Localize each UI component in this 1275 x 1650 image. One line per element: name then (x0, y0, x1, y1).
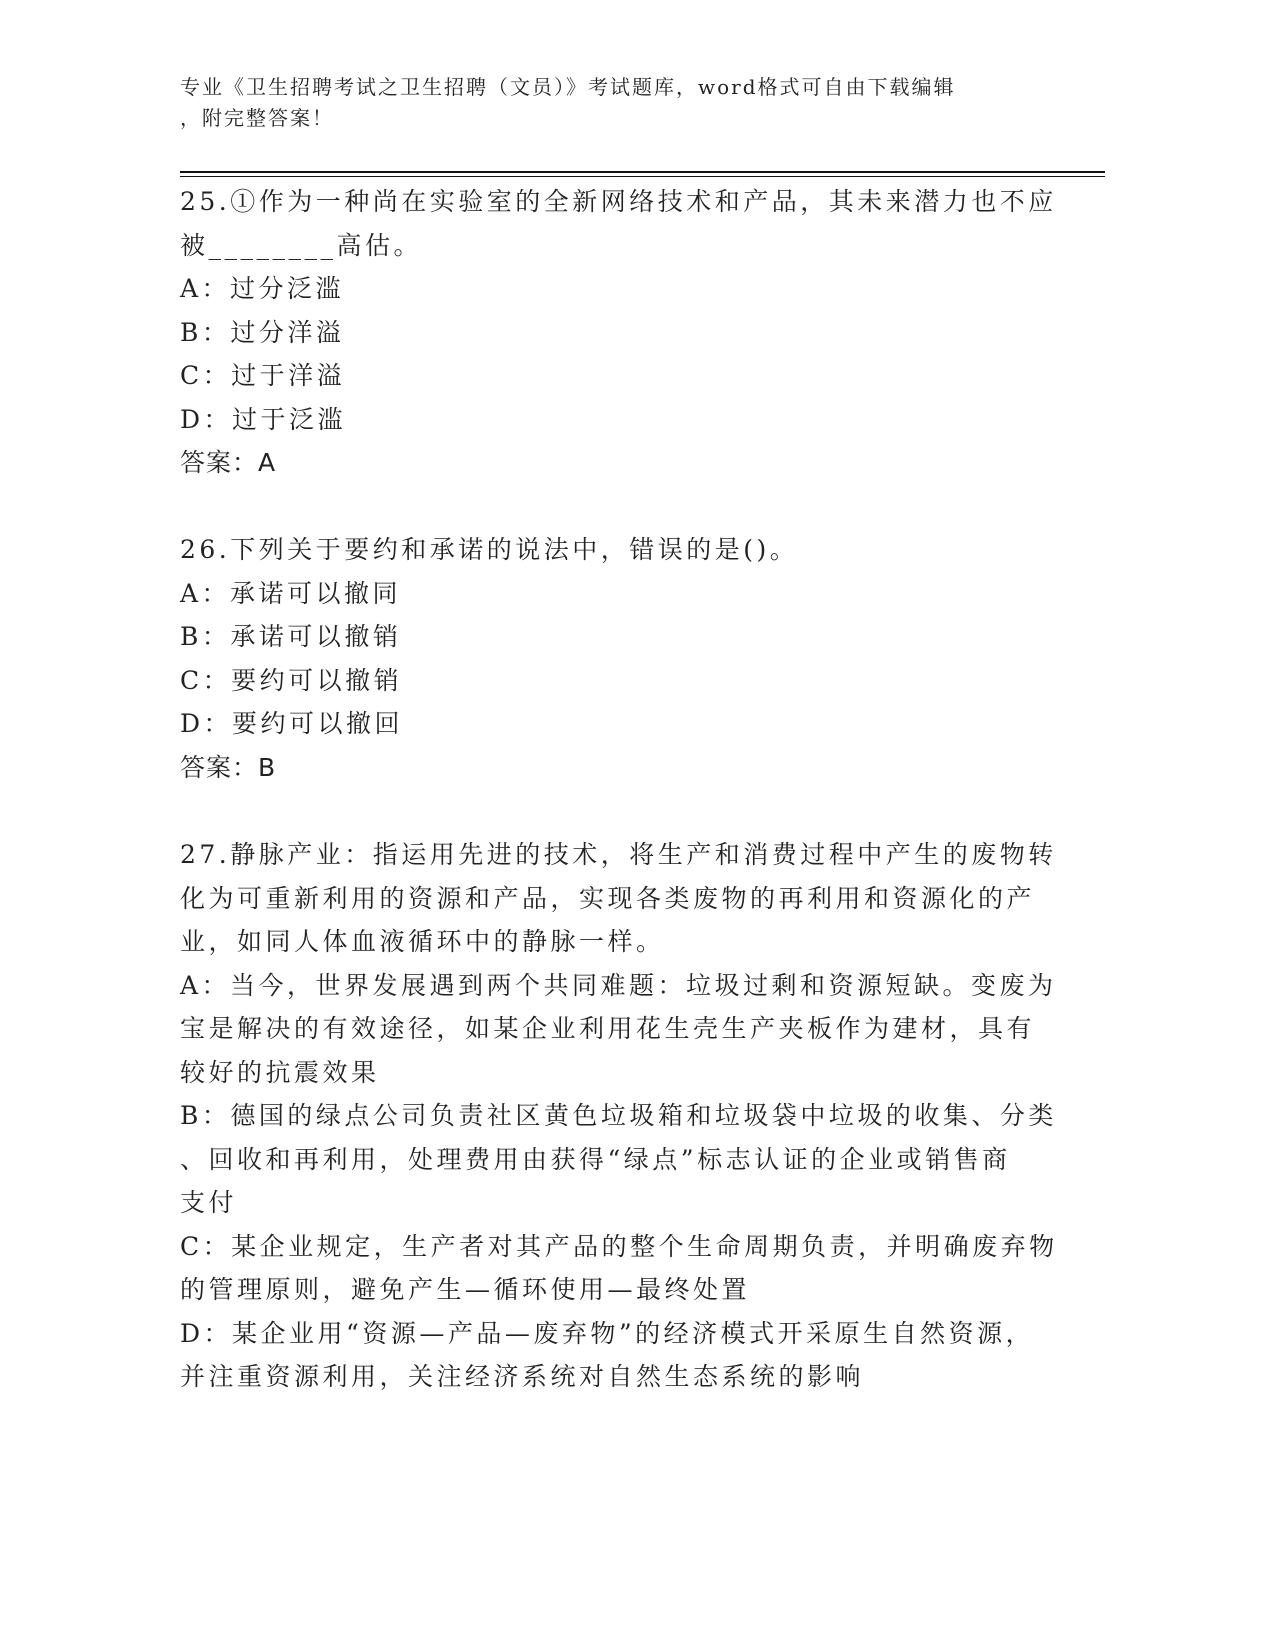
header-line: 专业《卫生招聘考试之卫生招聘（文员）》考试题库，word格式可自由下载编辑 (180, 75, 956, 99)
option-A-line: A：过分泛滥 (180, 274, 345, 303)
answer-line: 答案：B (180, 752, 277, 782)
question-27 (180, 833, 1058, 1399)
option-B-line: B：德国的绿点公司负责社区黄色垃圾箱和垃圾袋中垃圾的收集、分类 (180, 1101, 1057, 1130)
question-stem-line: 业，如同人体血液循环中的静脉一样。 (180, 927, 665, 956)
option-D-line: D：过于泛滥 (180, 404, 347, 434)
question-stem-line: 27.静脉产业：指运用先进的技术，将生产和消费过程中产生的废物转 (180, 840, 1057, 869)
option-C-line: C：过于洋溢 (180, 361, 346, 390)
option-C-line: C：某企业规定，生产者对其产品的整个生命周期负责，并明确废弃物 (180, 1231, 1058, 1261)
question-stem-line: 25.①作为一种尚在实验室的全新网络技术和产品，其未来潜力也不应 (180, 187, 1057, 216)
header-divider (180, 171, 1105, 173)
option-B-line: B：过分洋溢 (180, 317, 345, 347)
option-D-line: D：某企业用“资源—产品—废弃物”的经济模式开采原生自然资源， (180, 1318, 1035, 1348)
question-26 (180, 528, 1050, 789)
option-A-line: A：承诺可以撤同 (180, 578, 402, 608)
option-B-line: 、回收和再利用，处理费用由获得“绿点”标志认证的企业或销售商 (180, 1144, 1011, 1174)
option-A-line: 较好的抗震效果 (180, 1057, 380, 1087)
question-stem-line: 26.下列关于要约和承诺的说法中，错误的是()。 (180, 535, 799, 564)
header-divider (180, 176, 1105, 177)
question-stem-line: 被________高估。 (180, 230, 423, 260)
option-D-line: 并注重资源利用，关注经济系统对自然生态系统的影响 (180, 1362, 865, 1391)
option-A-line: A：当今，世界发展遇到两个共同难题：垃圾过剩和资源短缺。变废为 (180, 970, 1057, 1000)
question-stem-line: 化为可重新利用的资源和产品，实现各类废物的再利用和资源化的产 (180, 883, 1036, 913)
document-header (180, 72, 1080, 134)
question-25 (180, 180, 1057, 485)
option-C-line: 的管理原则，避免产生—循环使用—最终处置 (180, 1275, 751, 1304)
option-C-line: C：要约可以撤销 (180, 665, 403, 695)
option-D-line: D：要约可以撤回 (180, 709, 404, 738)
header-line: ，附完整答案！ (180, 106, 334, 130)
option-B-line: 支付 (180, 1188, 238, 1217)
answer-line: 答案：A (180, 448, 277, 477)
option-A-line: 宝是解决的有效途径，如某企业利用花生壳生产夹板作为建材，具有 (180, 1014, 1036, 1043)
option-B-line: B：承诺可以撤销 (180, 622, 402, 651)
